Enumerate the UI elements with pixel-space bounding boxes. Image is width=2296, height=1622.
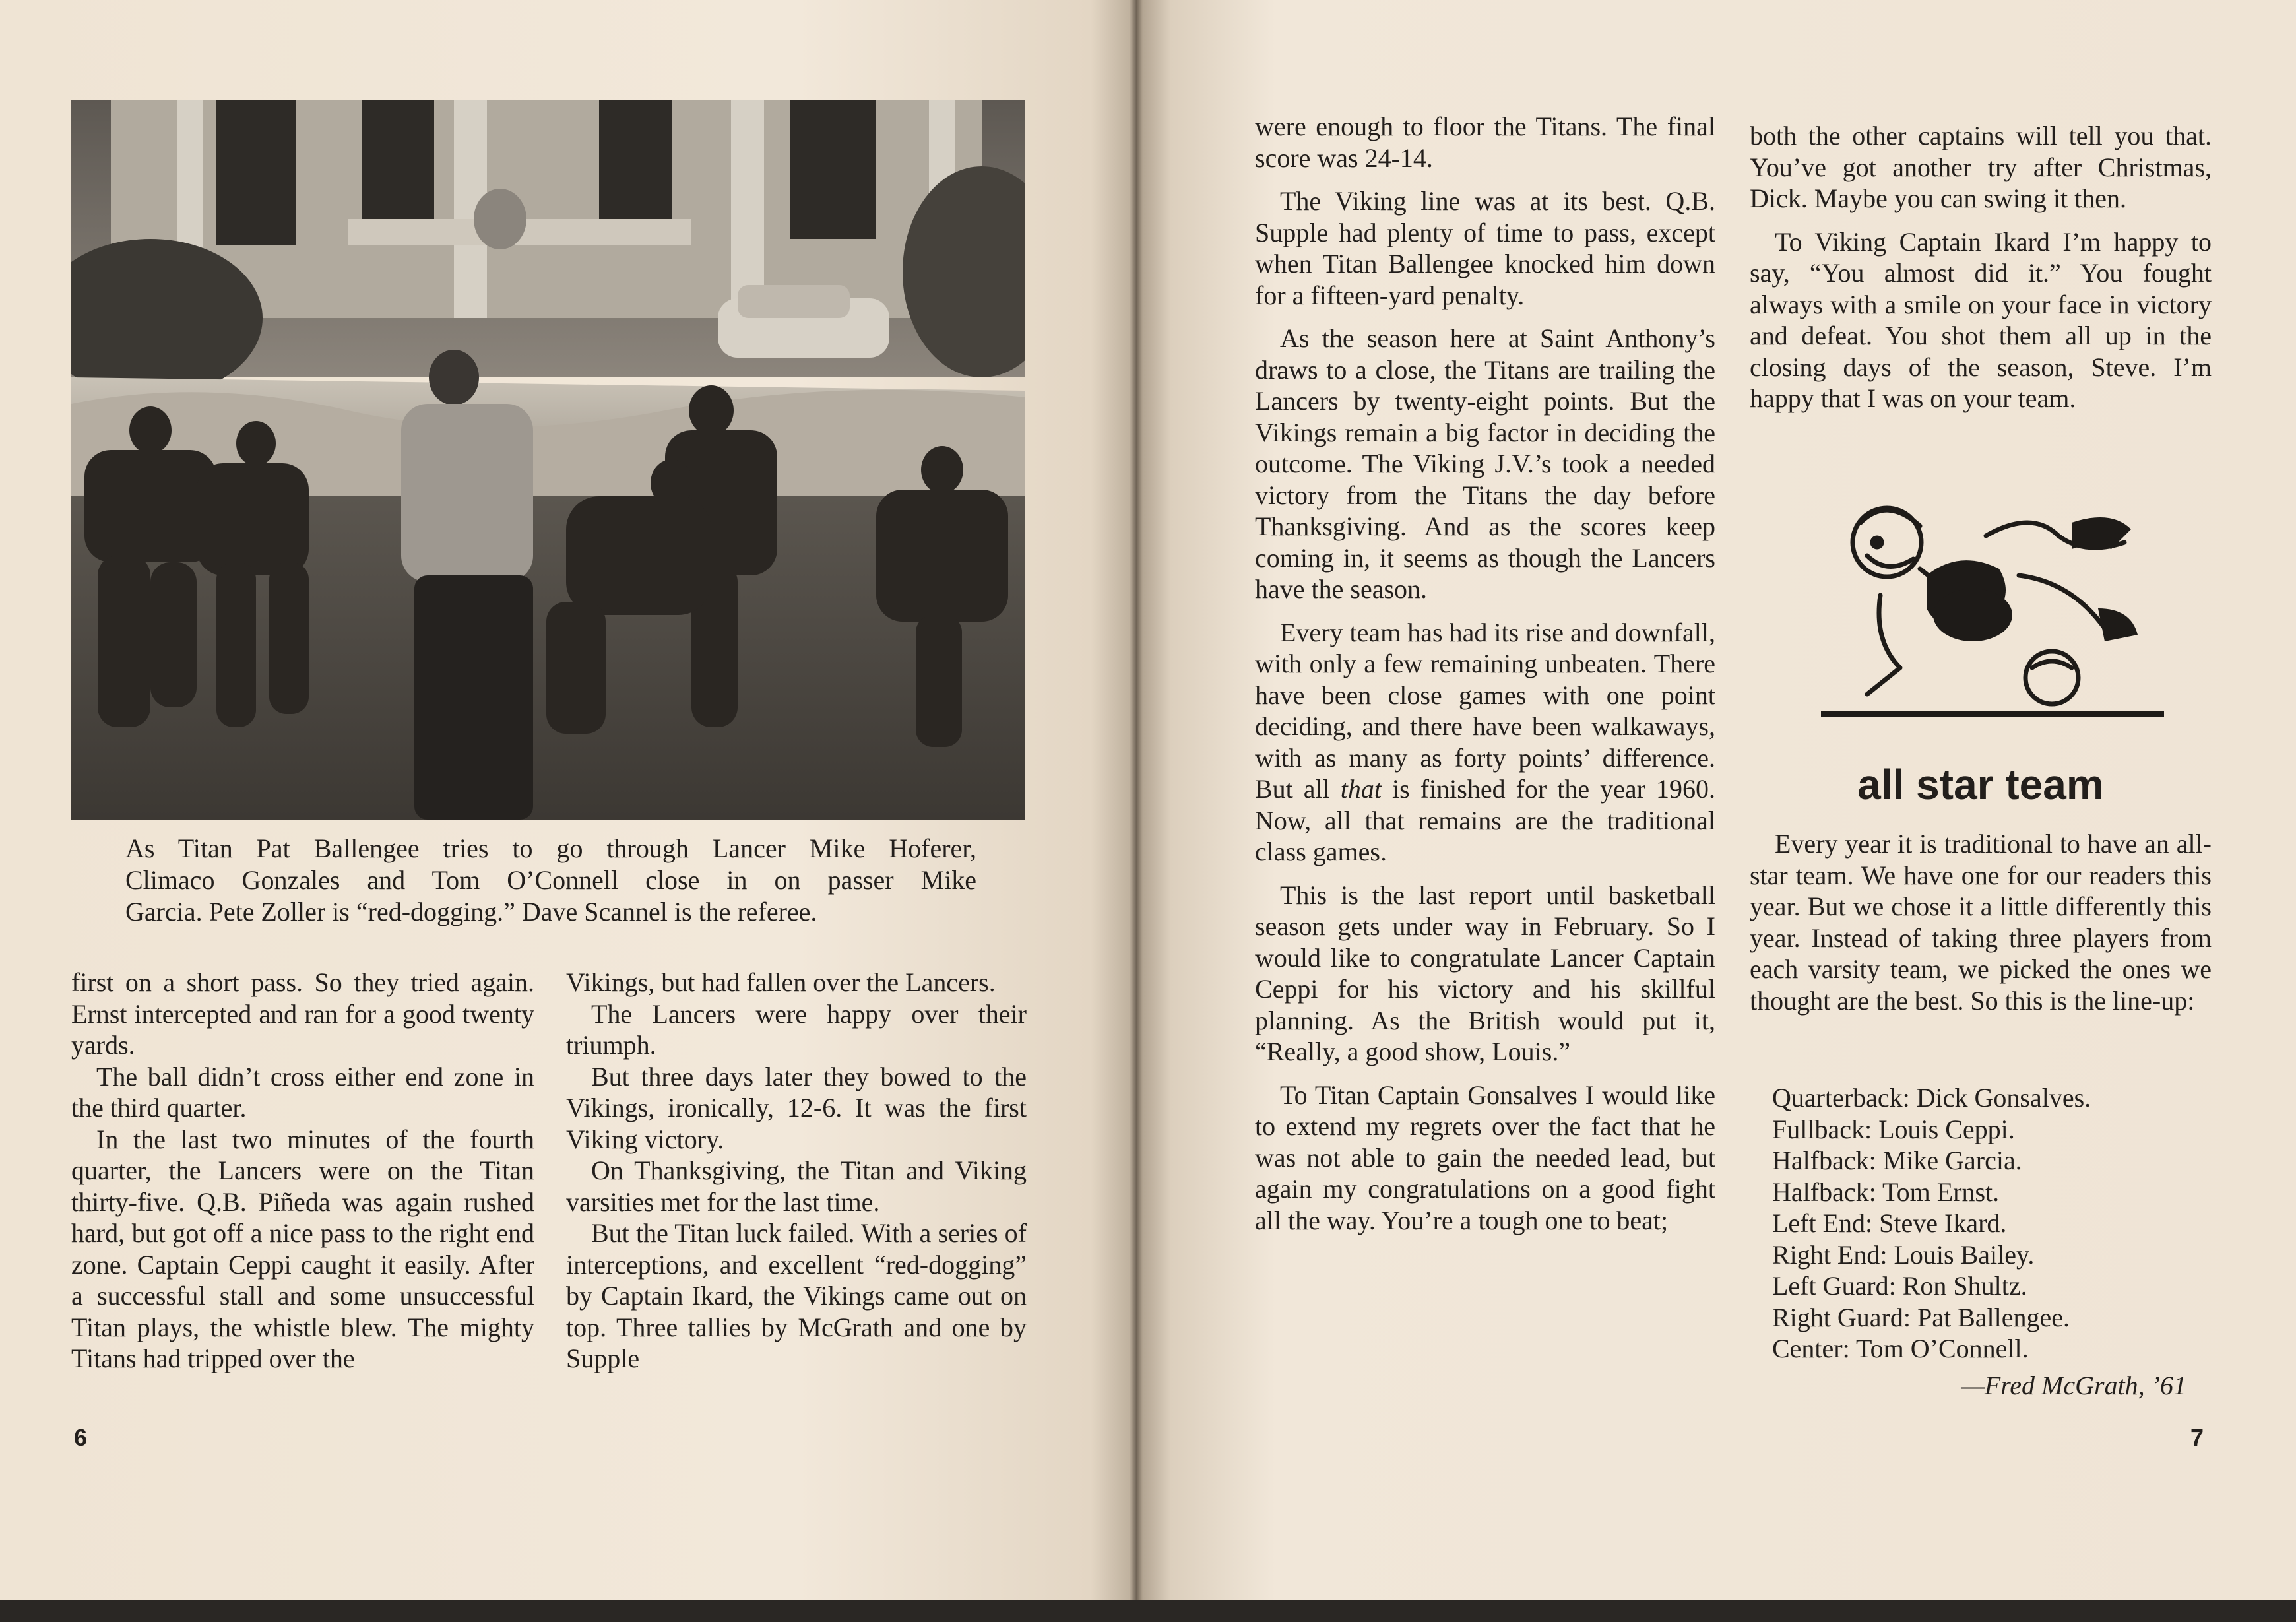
lineup-item: Fullback: Louis Ceppi. [1772, 1114, 2015, 1144]
left-page [0, 0, 1136, 1622]
paragraph: But the Titan luck failed. With a series of interceptions, and excellent “red-dogging” by Captain Ikard, the Vikings came out on top. Three tallies by McGrath and one by Supple [566, 1218, 1027, 1373]
author-signature: —Fred McGrath, ’61 [1961, 1371, 2186, 1400]
left-column-1 [71, 967, 534, 1375]
page-number: 6 [74, 1424, 88, 1451]
emphasis: that [1340, 774, 1382, 804]
left-column-2 [566, 967, 1027, 1375]
scan-edge [0, 1600, 2296, 1622]
paragraph: But three days later they bowed to the Vikings, ironically, 12-6. It was the first Viking victory. [566, 1061, 1027, 1154]
caption-line: As Titan Pat Ballengee tries to go through Lancer Mike Hoferer, [125, 833, 976, 863]
section-heading: all star team [1857, 761, 2104, 808]
paragraph: The Lancers were happy over their triumph. [566, 998, 1027, 1060]
paragraph: This is the last report until basketball season gets under way in February. So I would like to congratulate Lancer Captain Ceppi for his victory and his skillful planning. As the British would put it, “Really, a good show, Louis.” [1255, 880, 1715, 1066]
lineup-item: Right End: Louis Bailey. [1772, 1239, 2035, 1270]
paragraph: On Thanksgiving, the Titan and Viking varsities met for the last time. [566, 1155, 1027, 1217]
text-run: Every team has had its rise and downfall, with only a few remaining unbeaten. There have been close games with one point deciding, and there have been walkaways, with as many as forty points’ difference. But all [1255, 617, 1715, 804]
lineup-item: Right Guard: Pat Ballengee. [1772, 1302, 2070, 1332]
allstar-lineup [1772, 1082, 2221, 1365]
page-number: 7 [2190, 1424, 2204, 1451]
paragraph: To Titan Captain Gonsalves I would like to extend my regrets over the fact that he was not able to gain the needed lead, but again my congratulations on a good fight all the way. You’re a tough one to beat; [1255, 1080, 1715, 1235]
caption-line: Garcia. Pete Zoller is “red-dogging.” Dave Scannel is the referee. [125, 897, 817, 926]
lineup-item: Left End: Steve Ikard. [1772, 1208, 2007, 1238]
paragraph: In the last two minutes of the fourth quarter, the Lancers were on the Titan thirty-five. Q.B. Piñeda was again rushed hard, but got off a nice pass to the right end zone. Captain Ceppi caught it easily. After a successful stall and some unsuccessful Titan plays, the whistle blew. The mighty Titans had tripped over the [71, 1124, 534, 1373]
lineup-item: Halfback: Tom Ernst. [1772, 1177, 2000, 1207]
lineup-item: Quarterback: Dick Gonsalves. [1772, 1083, 2091, 1113]
football-cartoon-illustration [1821, 496, 2164, 721]
text-run: is finished for the year 1960. Now, all that remains are the traditional class games. [1255, 774, 1715, 866]
paragraph: both the other captains will tell you that. You’ve got another try after Christmas, Dick. Maybe you can swing it then. [1750, 121, 2212, 213]
paragraph: first on a short pass. So they tried again. Ernst intercepted and ran for a good twenty yards. [71, 967, 534, 1060]
paragraph: The ball didn’t cross either end zone in the third quarter. [71, 1061, 534, 1122]
paragraph [1255, 617, 1715, 868]
lineup-item: Center: Tom O’Connell. [1772, 1334, 2029, 1363]
paragraph: Every year it is traditional to have an all-star team. We have one for our readers this year. But we chose it a little differently this year. Instead of taking three players from each varsity team, we picked the ones we thought are the best. So this is the line-up: [1750, 829, 2212, 1016]
allstar-intro [1750, 828, 2212, 1016]
right-column-1 [1255, 111, 1715, 1236]
caption-line: Climaco Gonzales and Tom O’Connell close in on passer Mike [125, 865, 976, 895]
lineup-item: Left Guard: Ron Shultz. [1772, 1271, 2027, 1301]
spine-gutter [1130, 0, 1143, 1622]
paragraph: As the season here at Saint Anthony’s draws to a close, the Titans are trailing the Lancers by twenty-eight points. But the Vikings remain a big factor in deciding the outcome. The Viking J.V.’s took a needed victory from the Titans the day before Thanksgiving. And as the scores keep coming in, it seems as though the Lancers have the season. [1255, 323, 1715, 604]
lineup-item: Halfback: Mike Garcia. [1772, 1146, 2022, 1175]
football-photo [71, 100, 1025, 820]
paragraph: were enough to floor the Titans. The final score was 24-14. [1255, 112, 1715, 173]
paragraph: To Viking Captain Ikard I’m happy to say, “You almost did it.” You fought always with a smile on your face in victory and defeat. You shot them all up in the closing days of the season, Steve. I’m happy that I was on your team. [1750, 226, 2212, 413]
paragraph: Vikings, but had fallen over the Lancers. [566, 967, 996, 997]
right-column-2 [1750, 120, 2212, 414]
paragraph: The Viking line was at its best. Q.B. Supple had plenty of time to pass, except when Titan Ballengee knocked him down for a fifteen-yard penalty. [1255, 186, 1715, 310]
photo-caption [125, 833, 976, 928]
right-page [1136, 0, 2296, 1622]
